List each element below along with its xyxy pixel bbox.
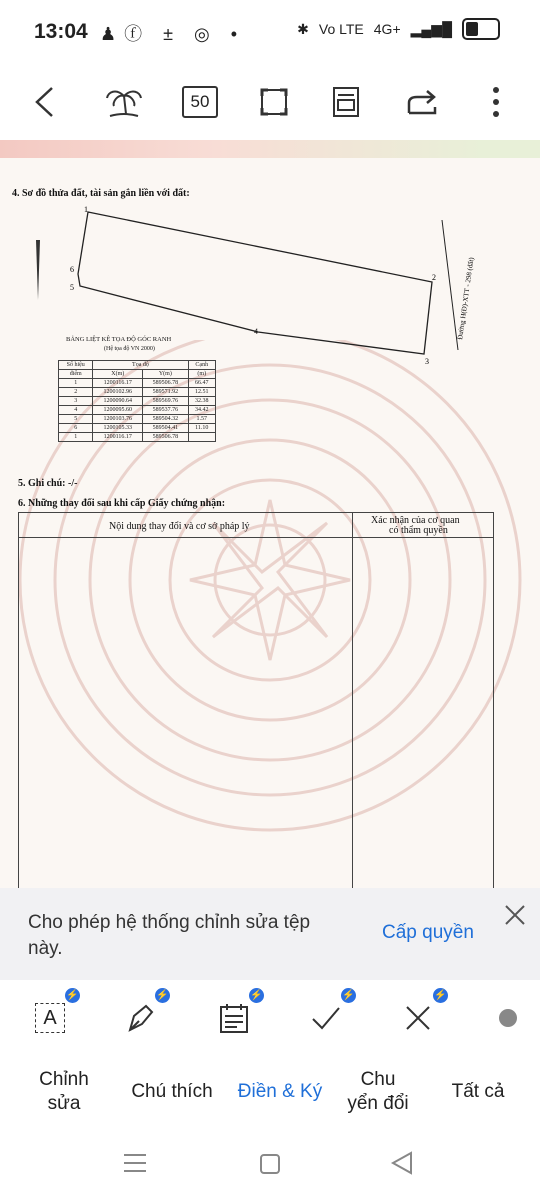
signal-icon: ▂▄▆█ (410, 20, 452, 37)
table-row: 1 1200116.17 589506.78 66.47 (59, 379, 216, 388)
page-count-button[interactable] (178, 80, 222, 124)
text-box-icon: A (35, 1003, 65, 1033)
permission-message: Cho phép hệ thống chỉnh sửa tệp này. (28, 912, 311, 959)
bottom-tab-bar (0, 1054, 540, 1138)
table-row: 3 1200090.64 589569.76 32.38 (59, 397, 216, 406)
table-row: 1 1200116.17 589506.78 (59, 433, 216, 442)
back-arrow-icon (32, 85, 56, 119)
header-diem: điểm (59, 370, 93, 379)
more-menu-button[interactable] (474, 80, 518, 124)
point-label: 6 (70, 265, 74, 274)
north-arrow-icon (36, 240, 40, 300)
header-canh-unit: (m) (188, 370, 216, 379)
network-label: Vo LTE (318, 21, 364, 37)
point-label: 3 (425, 357, 429, 366)
back-button[interactable] (22, 80, 66, 124)
header-divider (19, 537, 493, 538)
coord-table-subtitle: (Hệ tọa độ VN 2000) (104, 346, 155, 352)
tab-fill-sign[interactable]: Điền & Ký (237, 1081, 323, 1102)
point-label: 1 (84, 205, 88, 214)
system-icons (297, 18, 500, 40)
premium-badge-icon: ⚡ (250, 990, 263, 1001)
cross-tool[interactable] (396, 990, 447, 1040)
table-row: 5 1200103.76 589504.32 1.57 (59, 415, 216, 424)
home-square-icon (258, 1152, 282, 1176)
changes-table (18, 512, 494, 888)
coord-table-title: BẢNG LIỆT KÊ TỌA ĐỘ GÓC RANH (66, 336, 172, 343)
land-parcel-diagram (0, 200, 540, 370)
premium-badge-icon: ⚡ (342, 990, 355, 1001)
changes-col-confirm-2: có thẩm quyền (389, 525, 448, 536)
status-bar (0, 0, 540, 62)
top-toolbar (0, 62, 540, 140)
tab-edit[interactable]: Chỉnh sửa (39, 1069, 89, 1114)
form-tool[interactable] (212, 990, 263, 1040)
recent-apps-button[interactable] (122, 1152, 148, 1179)
premium-badge-icon: ⚡ (66, 990, 79, 1001)
home-button[interactable] (258, 1152, 282, 1181)
share-icon (405, 87, 439, 117)
point-label: 4 (254, 327, 258, 336)
share-button[interactable] (400, 80, 444, 124)
close-icon (504, 904, 526, 926)
menu-lines-icon (122, 1152, 148, 1174)
section-5-note: 5. Ghi chú: -/- (18, 478, 78, 489)
pen-nib-icon (124, 1002, 156, 1034)
road-label: Đường H(Đ)-XTT - 298 (đất) (456, 256, 476, 341)
close-banner-button[interactable] (504, 900, 526, 934)
dot-tool[interactable] (486, 996, 530, 1040)
header-canh: Cạnh (188, 361, 216, 370)
premium-badge-icon: ⚡ (156, 990, 169, 1001)
fullscreen-button[interactable] (252, 80, 296, 124)
back-triangle-icon (390, 1150, 414, 1176)
point-label: 2 (432, 273, 436, 282)
header-so-hieu: Số hiệu (59, 361, 93, 370)
palm-tree-button[interactable] (102, 80, 146, 124)
tab-annotate[interactable]: Chú thích (131, 1081, 213, 1102)
calendar-form-icon (219, 1002, 249, 1034)
section-6-heading: 6. Những thay đổi sau khi cấp Giấy chứng nhận: (18, 498, 226, 509)
system-nav-bar (0, 1138, 540, 1200)
bluetooth-icon: ✱ (297, 20, 309, 37)
section-4-heading: 4. Sơ đồ thửa đất, tài sản gắn liền với đất: (12, 188, 190, 199)
annotate-tool[interactable] (118, 990, 169, 1040)
page-view-icon (331, 86, 361, 118)
grant-permission-link[interactable]: Cấp quyền (382, 922, 474, 943)
fullscreen-icon (259, 87, 289, 117)
table-row: 2 1200102.96 589571.92 12.51 (59, 388, 216, 397)
more-vert-icon (491, 85, 501, 119)
palm-tree-icon (104, 82, 144, 122)
changes-col-content: Nội dung thay đổi và cơ sở pháp lý (109, 521, 250, 532)
header-y: Y(m) (143, 370, 188, 379)
point-label: 5 (70, 283, 74, 292)
table-row: 4 1200095.60 589537.76 34.42 (59, 406, 216, 415)
notification-icons: ♟ⓕ ± ◎ • (100, 24, 246, 44)
edit-text-tool[interactable] (28, 990, 79, 1040)
tab-convert[interactable]: Chu yển đổi (347, 1069, 409, 1114)
check-tool[interactable] (304, 990, 355, 1040)
page-border-decoration (0, 140, 540, 158)
page-count: 50 (182, 86, 218, 118)
permission-banner (0, 888, 540, 980)
status-time: 13:04 (34, 20, 88, 43)
checkmark-icon (310, 1005, 342, 1031)
header-x: X(m) (93, 370, 143, 379)
table-row: 6 1200105.33 589504.41 11.10 (59, 424, 216, 433)
column-divider (352, 513, 353, 888)
battery-icon (462, 18, 500, 40)
changes-col-confirm-1: Xác nhận của cơ quan (371, 515, 460, 526)
signal-label: 4G+ (373, 21, 401, 37)
document-page[interactable] (0, 140, 540, 888)
cross-mark-icon (404, 1004, 432, 1032)
header-toa-do: Tọa độ (93, 361, 188, 370)
system-back-button[interactable] (390, 1150, 414, 1181)
tab-all[interactable]: Tất cả (451, 1081, 505, 1102)
premium-badge-icon: ⚡ (434, 990, 447, 1001)
dot-icon (499, 1009, 517, 1027)
page-view-button[interactable] (324, 80, 368, 124)
coordinate-table (58, 360, 216, 442)
edit-tools-bar (0, 980, 540, 1055)
